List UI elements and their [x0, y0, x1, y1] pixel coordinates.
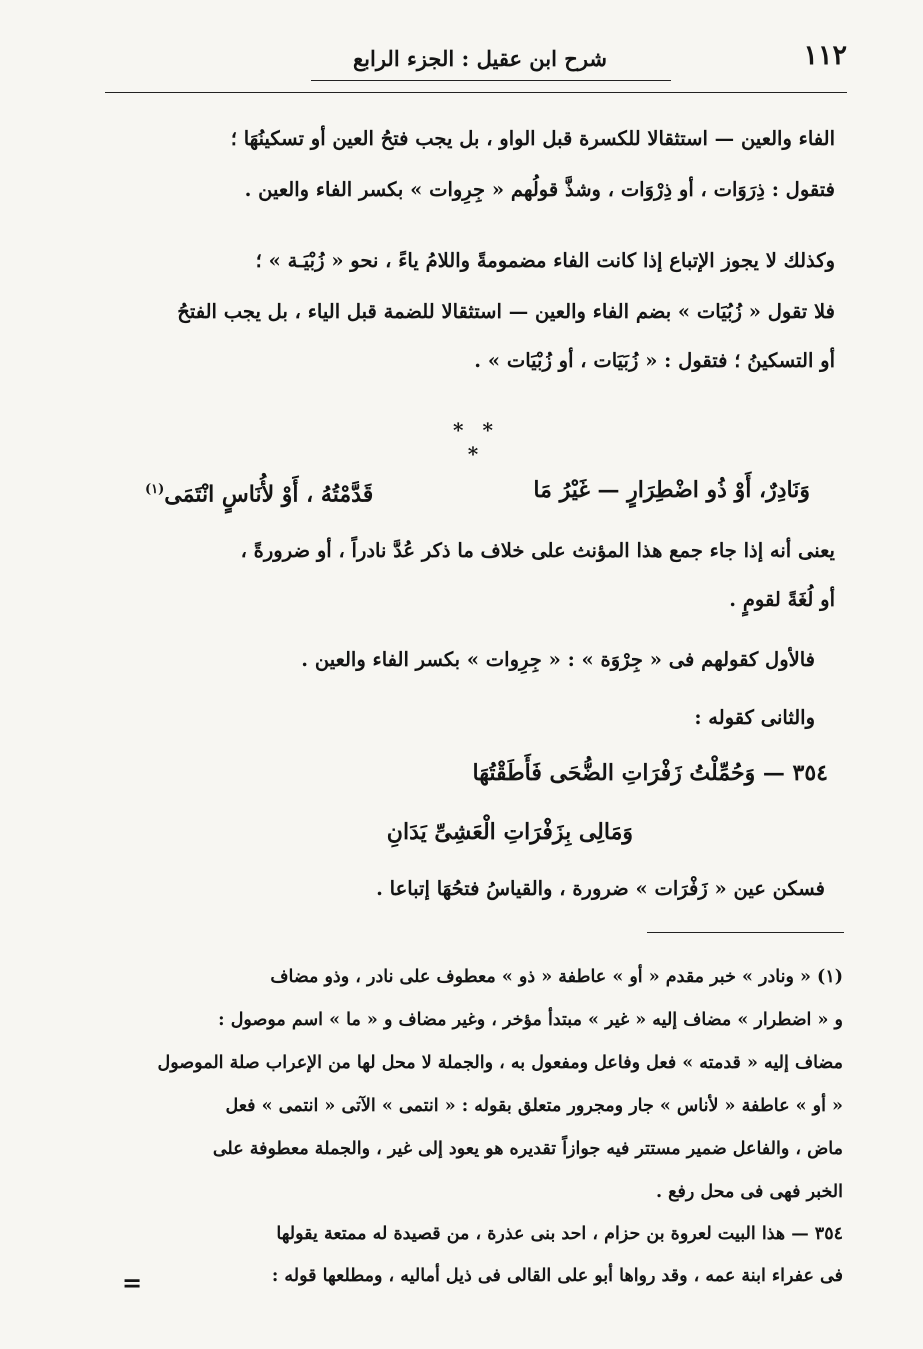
footnote-marker: (١)	[145, 482, 165, 497]
page-number: ١١٢	[803, 40, 847, 71]
body-line: الفاء والعين — استثقالا للكسرة قبل الواو ، بل يجب فتحُ العين أو تسكينُهَا ؛	[230, 127, 835, 150]
footnote-line: « أو » عاطفة « لأناس » جار ومجرور متعلق بقوله : « انتمى » الآتى « انتمى » فعل	[225, 1096, 843, 1116]
body-line: يعنى أنه إذا جاء جمع هذا المؤنث على خلاف ما ذكر عُدَّ نادراً ، أو ضرورةً ،	[240, 539, 835, 562]
body-line: فتقول : ذِرَوَات ، أو ذِرْوَات ، وشذَّ قولُهم « جِرِوات » بكسر الفاء والعين .	[244, 178, 835, 201]
footnote-line: و « اضطرار » مضاف إليه « غير » مبتدأ مؤخر ، وغير مضاف و « ما » اسم موصول :	[218, 1010, 843, 1030]
footnote-line: مضاف إليه « قدمته » فعل وفاعل ومفعول به ، والجملة لا محل لها من الإعراب صلة الموصول	[157, 1053, 843, 1073]
body-line: فلا تقول « زُبُيَات » بضم الفاء والعين — استثقالا للضمة قبل الياء ، بل يجب الفتحُ	[177, 300, 835, 323]
section-separator: * * *	[453, 418, 499, 466]
verse-first-hemistich: وَنَادِرٌ، أَوْ ذُو اضْطِرَارٍ — غَيْرُ مَا	[533, 477, 810, 503]
body-line: فسكن عين « زَفْرَات » ضرورة ، والقياسُ فتحُهَا إتباعا .	[376, 877, 825, 900]
verse-second-text: قَدَّمْتُهُ ، أَوْ لأُنَاسٍ انْتَمَى	[164, 481, 374, 508]
continuation-mark: =	[122, 1268, 143, 1297]
poem-line-1: ٣٥٤ — وَحُمِّلْتُ زَفْرَاتِ الضُّحَى فَأَطَقْتُهَا	[472, 760, 828, 786]
footnote-rule	[647, 932, 844, 933]
footnote-line: الخبر فهى فى محل رفع .	[655, 1182, 843, 1202]
footnote-line: ماض ، والفاعل ضمير مستتر فيه جوازاً تقديره هو يعود إلى غير ، والجملة معطوفة على	[212, 1139, 843, 1159]
body-line: أو لُغَةً لقومٍ .	[729, 588, 835, 611]
header-rule	[105, 92, 847, 93]
verse-second-hemistich	[145, 474, 373, 510]
footnote-line: ٣٥٤ — هذا البيت لعروة بن حزام ، احد بنى عذرة ، من قصيدة له ممتعة يقولها	[276, 1224, 843, 1244]
body-line: فالأول كقولهم فى « جِرْوَة » : « جِرِوات » بكسر الفاء والعين .	[301, 648, 815, 671]
page-header	[105, 38, 847, 88]
title-underline	[311, 80, 671, 81]
running-title: شرح ابن عقيل : الجزء الرابع	[352, 46, 608, 71]
body-line: والثانى كقوله :	[694, 706, 815, 729]
verse-line	[120, 474, 810, 508]
body-line: أو التسكينُ ؛ فتقول : « زُبَيَات ، أو زُبْيَات » .	[474, 349, 835, 372]
poem-line-2: وَمَالِى بِزَفْرَاتِ الْعَشِىِّ يَدَانِ	[386, 819, 633, 845]
body-line: وكذلك لا يجوز الإتباع إذا كانت الفاء مضمومةً واللامُ ياءً ، نحو « زُبْيَـة » ؛	[255, 249, 835, 272]
footnote-line: فى عفراء ابنة عمه ، وقد رواها أبو على القالى فى ذيل أماليه ، ومطلعها قوله :	[271, 1266, 843, 1286]
footnote-line: (١) « ونادر » خبر مقدم « أو » عاطفة « ذو » معطوف على نادر ، وذو مضاف	[270, 967, 843, 987]
